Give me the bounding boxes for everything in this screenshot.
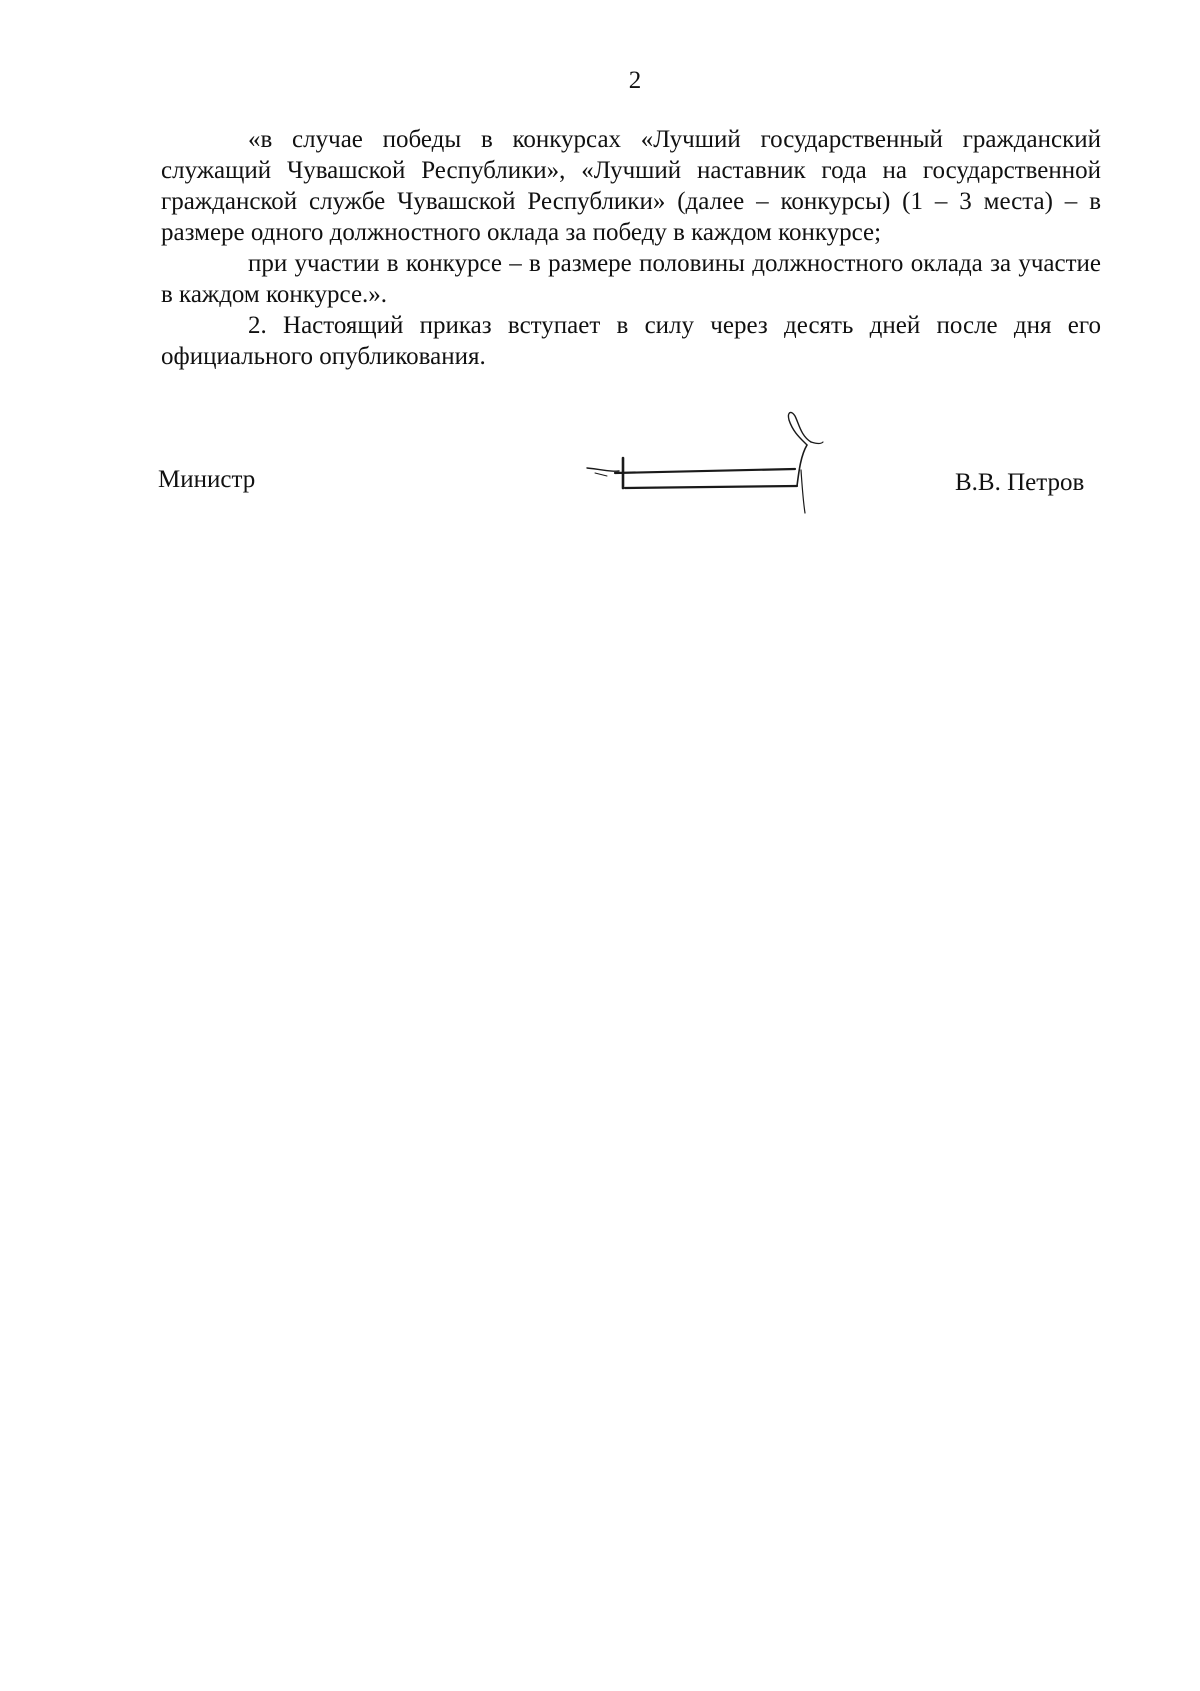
signer-position: Министр — [158, 466, 256, 493]
paragraph-contest-award: «в случае победы в конкурсах «Лучший государственный гражданский служащий Чувашской Республики», «Лучший наставник года на государственной гражданской службе Чувашской Республики» (далее – конкурсы) (1 – 3 места) – в размере одного должностного оклада за победу в каждом конкурсе; — [161, 126, 1101, 246]
signer-name: В.В. Петров — [955, 469, 1085, 496]
paragraph-participation: при участии в конкурсе – в размере половины должностного оклада за участие в каждом конкурсе.». — [161, 250, 1101, 308]
page-number: 2 — [628, 67, 642, 94]
paragraph-effective-date: 2. Настоящий приказ вступает в силу через десять дней после дня его официального опубликования. — [161, 312, 1101, 370]
signature-block — [0, 410, 1200, 520]
handwritten-signature-icon — [585, 410, 855, 515]
document-body — [161, 124, 1101, 372]
